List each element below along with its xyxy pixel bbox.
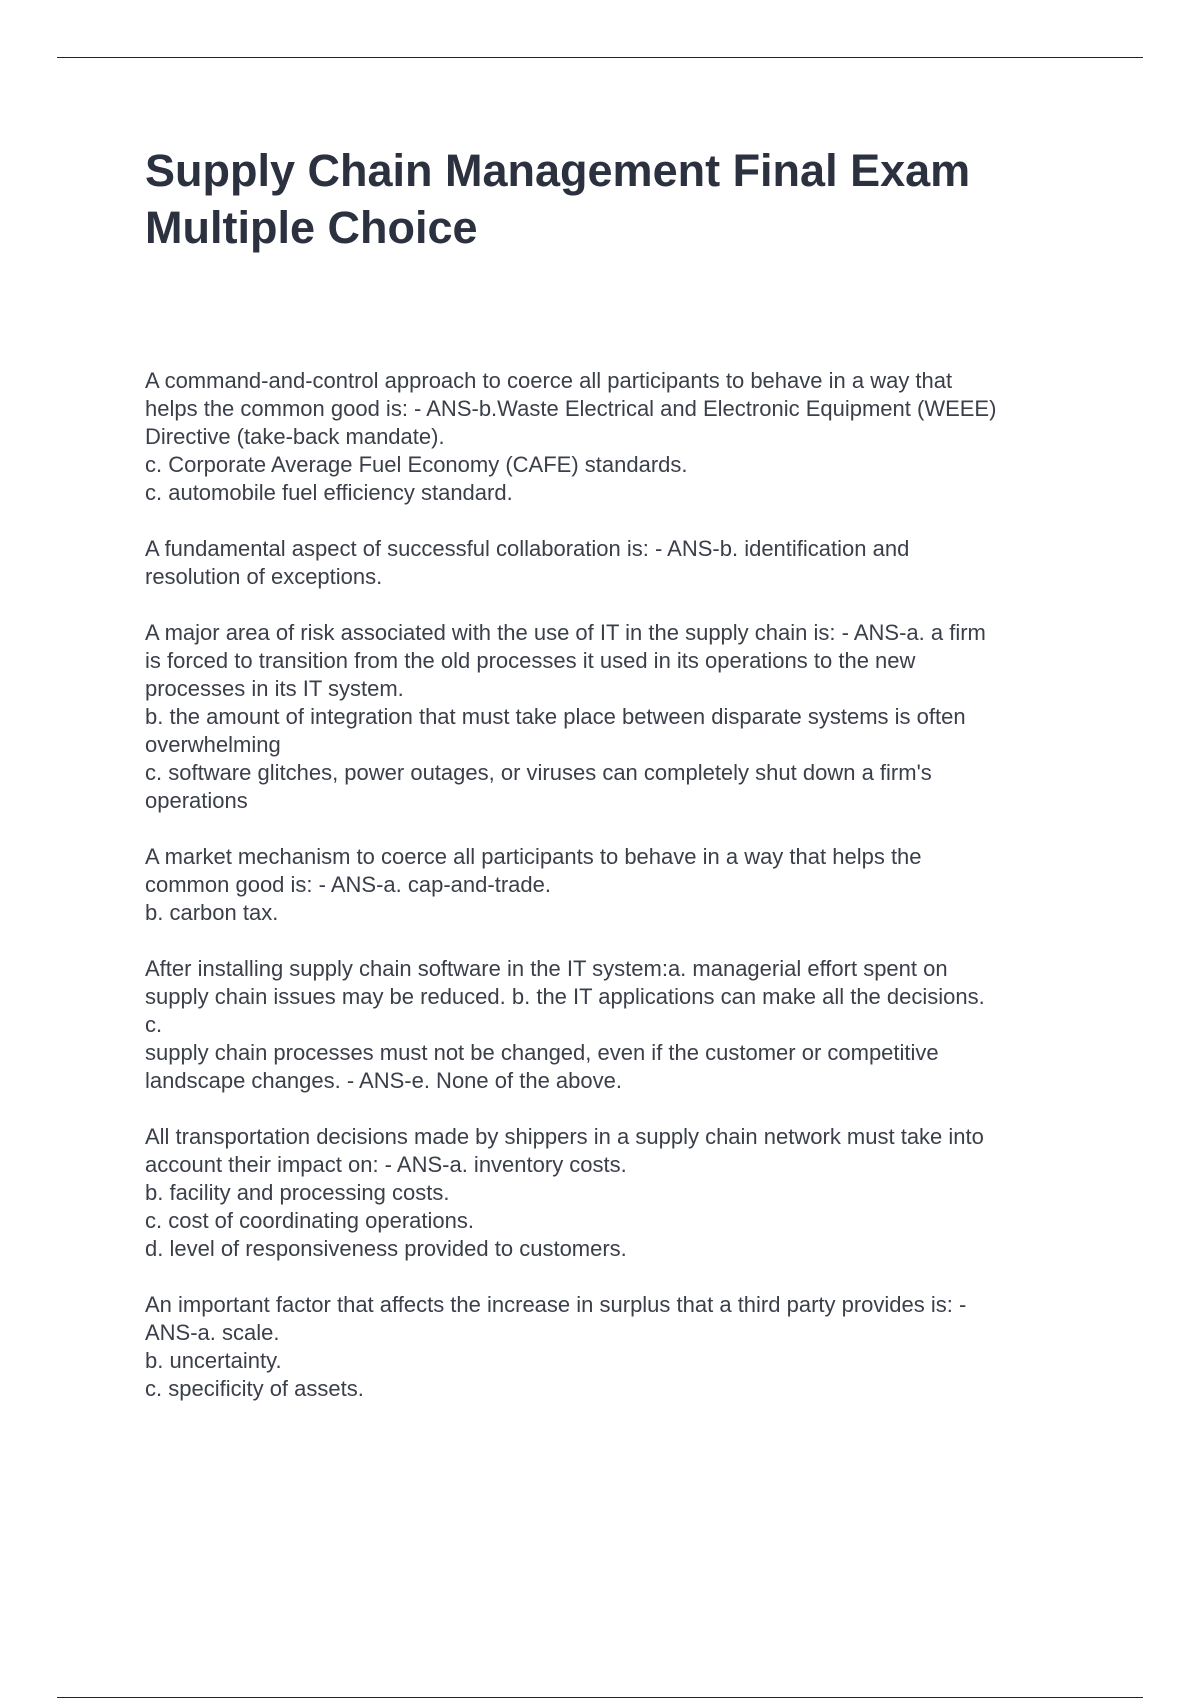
question-block-6 xyxy=(145,1123,1095,1263)
question-line: is forced to transition from the old processes it used in its operations to the new xyxy=(145,648,916,673)
question-block-4 xyxy=(145,843,1095,927)
question-line: b. carbon tax. xyxy=(145,900,279,925)
question-line: landscape changes. - ANS-e. None of the above. xyxy=(145,1068,622,1093)
question-line: c. automobile fuel efficiency standard. xyxy=(145,480,513,505)
question-line: A major area of risk associated with the use of IT in the supply chain is: - ANS-a. a firm xyxy=(145,620,986,645)
question-block-3 xyxy=(145,619,1095,815)
question-line: overwhelming xyxy=(145,732,281,757)
question-line: A market mechanism to coerce all participants to behave in a way that helps the xyxy=(145,844,922,869)
bottom-rule xyxy=(57,1697,1143,1698)
question-line: processes in its IT system. xyxy=(145,676,404,701)
question-line: c. Corporate Average Fuel Economy (CAFE) standards. xyxy=(145,452,688,477)
question-line: Directive (take-back mandate). xyxy=(145,424,445,449)
question-line: An important factor that affects the increase in surplus that a third party provides is: - xyxy=(145,1292,967,1317)
title-line-1: Supply Chain Management Final Exam xyxy=(145,145,971,196)
question-line: All transportation decisions made by shippers in a supply chain network must take into xyxy=(145,1124,984,1149)
page-title xyxy=(145,142,1105,256)
question-line: b. facility and processing costs. xyxy=(145,1180,450,1205)
question-line: c. software glitches, power outages, or viruses can completely shut down a firm's xyxy=(145,760,932,785)
question-list xyxy=(145,367,1095,1431)
question-block-2 xyxy=(145,535,1095,591)
question-line: supply chain processes must not be changed, even if the customer or competitive xyxy=(145,1040,939,1065)
question-line: b. the amount of integration that must take place between disparate systems is often xyxy=(145,704,966,729)
question-line: resolution of exceptions. xyxy=(145,564,383,589)
question-line: ANS-a. scale. xyxy=(145,1320,280,1345)
question-line: A fundamental aspect of successful collaboration is: - ANS-b. identification and xyxy=(145,536,910,561)
question-line: helps the common good is: - ANS-b.Waste Electrical and Electronic Equipment (WEEE) xyxy=(145,396,997,421)
question-block-7 xyxy=(145,1291,1095,1403)
question-line: account their impact on: - ANS-a. inventory costs. xyxy=(145,1152,627,1177)
question-line: After installing supply chain software in the IT system:a. managerial effort spent on xyxy=(145,956,948,981)
top-rule xyxy=(57,57,1143,58)
question-line: b. uncertainty. xyxy=(145,1348,282,1373)
question-line: operations xyxy=(145,788,248,813)
question-line: A command-and-control approach to coerce all participants to behave in a way that xyxy=(145,368,953,393)
question-line: c. cost of coordinating operations. xyxy=(145,1208,474,1233)
question-block-5 xyxy=(145,955,1095,1095)
question-line: common good is: - ANS-a. cap-and-trade. xyxy=(145,872,551,897)
question-line: c. xyxy=(145,1012,163,1037)
question-block-1 xyxy=(145,367,1095,507)
question-line: d. level of responsiveness provided to customers. xyxy=(145,1236,627,1261)
question-line: supply chain issues may be reduced. b. the IT applications can make all the decisions. xyxy=(145,984,985,1009)
question-line: c. specificity of assets. xyxy=(145,1376,364,1401)
title-line-2: Multiple Choice xyxy=(145,202,478,253)
